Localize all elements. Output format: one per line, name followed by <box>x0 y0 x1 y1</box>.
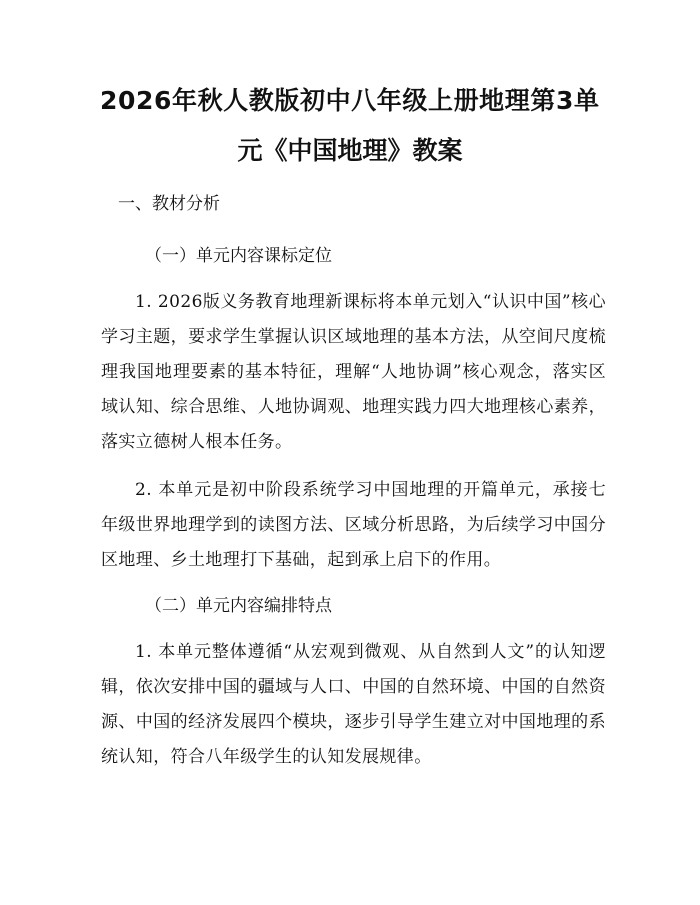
section-heading-textbook-analysis: 一、教材分析 <box>118 194 220 214</box>
subsection-heading-arrangement-features: （二）单元内容编排特点 <box>145 596 332 616</box>
document-title-line-2: 元《中国地理》教案 <box>237 136 463 165</box>
paragraph-3: 1. 本单元整体遵循“从宏观到微观、从自然到人文”的认知逻辑，依次安排中国的疆域与人口、中国的自然环境、中国的自然资源、中国的经济发展四个模块，逐步引导学生建立对中国地理的系统认知，符合八年级学生的认知发展规律。 <box>101 642 606 767</box>
paragraph-1: 1. 2026版义务教育地理新课标将本单元划入“认识中国”核心学习主题，要求学生掌握认识区域地理的基本方法，从空间尺度梳理我国地理要素的基本特征，理解“人地协调”核心观念，落实区域认知、综合思维、人地协调观、地理实践力四大地理核心素养，落实立德树人根本任务。 <box>101 292 606 452</box>
document-title-line-1: 2026年秋人教版初中八年级上册地理第3单 <box>100 86 600 115</box>
paragraph-2: 2. 本单元是初中阶段系统学习中国地理的开篇单元，承接七年级世界地理学到的读图方法、区域分析思路，为后续学习中国分区地理、乡土地理打下基础，起到承上启下的作用。 <box>101 480 606 570</box>
subsection-heading-curriculum-positioning: （一）单元内容课标定位 <box>145 246 332 266</box>
